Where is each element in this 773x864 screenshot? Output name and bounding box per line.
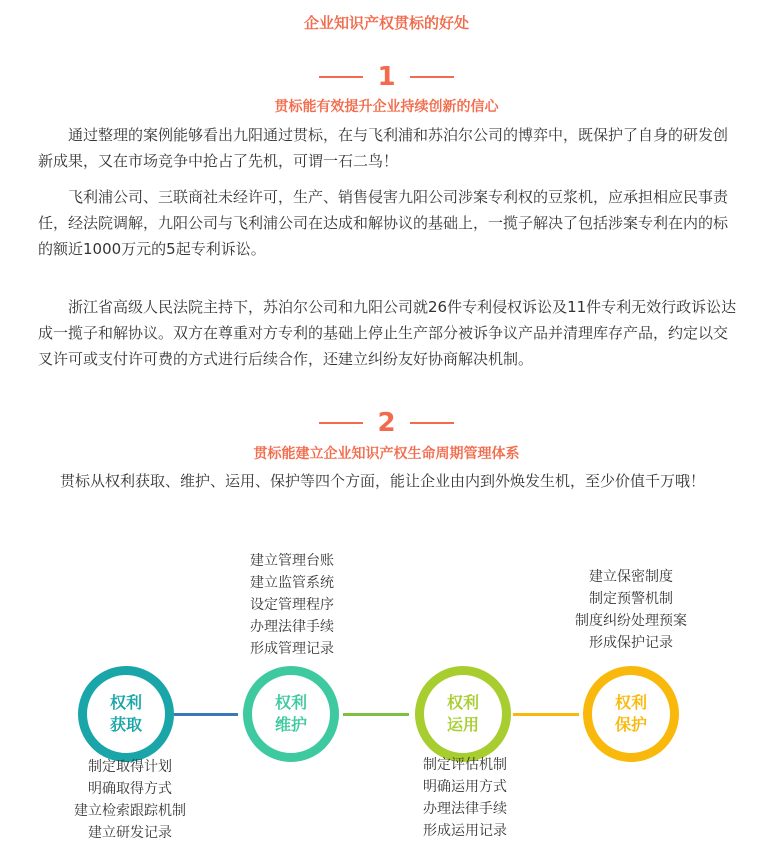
stage-protect-items (556, 566, 706, 654)
stage-label: 权利保护 (614, 693, 647, 734)
paragraph: 贯标从权利获取、维护、运用、保护等四个方面，能让企业由内到外焕发生机，至少价值千万哦！ (60, 472, 706, 490)
stage-label: 权利维护 (274, 693, 307, 734)
connector-line (343, 713, 409, 716)
list-item: 制定评估机制 (423, 757, 507, 773)
list-item: 明确运用方式 (423, 779, 507, 795)
divider (319, 76, 363, 78)
page-title: 企业知识产权贯标的好处 (303, 14, 469, 32)
paragraph: 浙江省高级人民法院主持下，苏泊尔公司和九阳公司就26件专利侵权诉讼及11件专利无效行政诉讼达成一揽子和解协议。双方在尊重对方专利的基础上停止生产部分被诉争议产品并清理库存产品，约定以交叉许可或支付许可费的方式进行后续合作，还建立纠纷友好协商解决机制。 (38, 298, 737, 368)
list-item: 制定预警机制 (589, 591, 673, 607)
list-item: 明确取得方式 (88, 781, 172, 797)
list-item: 建立监管系统 (250, 575, 334, 591)
connector-line (174, 713, 238, 716)
list-item: 建立研发记录 (88, 825, 172, 841)
divider (319, 422, 363, 424)
connector-line (513, 713, 579, 716)
divider (410, 76, 454, 78)
list-item: 建立检索跟踪机制 (74, 803, 186, 819)
list-item: 形成管理记录 (250, 641, 334, 657)
list-item: 形成保护记录 (589, 635, 673, 651)
stage-use-circle (415, 666, 511, 762)
list-item: 制度纠纷处理预案 (575, 613, 687, 629)
list-item: 制定取得计划 (88, 759, 172, 775)
list-item: 设定管理程序 (250, 597, 334, 613)
stage-acquire-circle (78, 666, 174, 762)
stage-label: 权利获取 (109, 693, 142, 734)
paragraph: 通过整理的案例能够看出九阳通过贯标，在与飞利浦和苏泊尔公司的博弈中，既保护了自身的研发创新成果，又在市场竞争中抢占了先机，可谓一石二鸟！ (38, 126, 729, 170)
list-item: 建立保密制度 (589, 569, 673, 585)
list-item: 办理法律手续 (250, 619, 334, 635)
stage-use-items (395, 754, 535, 842)
section-number: 2 (377, 408, 396, 438)
lifecycle-diagram (0, 540, 773, 864)
paragraph: 飞利浦公司、三联商社未经许可，生产、销售侵害九阳公司涉案专利权的豆浆机，应承担相应民事责任，经法院调解，九阳公司与飞利浦公司在达成和解协议的基础上，一揽子解决了包括涉案专利在内的标的额近1000万元的5起专利诉讼。 (38, 188, 729, 258)
section-1-number (0, 62, 773, 92)
stage-label: 权利运用 (446, 693, 479, 734)
stage-protect-circle (583, 666, 679, 762)
divider (410, 422, 454, 424)
list-item: 办理法律手续 (423, 801, 507, 817)
list-item: 形成运用记录 (423, 823, 507, 839)
section-number: 1 (377, 62, 396, 92)
list-item: 建立管理台账 (250, 553, 334, 569)
stage-maintain-items (222, 550, 362, 660)
stage-acquire-items (50, 756, 210, 844)
section-1-heading: 贯标能有效提升企业持续创新的信心 (274, 99, 499, 115)
section-2-number (0, 408, 773, 438)
stage-maintain-circle (243, 666, 339, 762)
section-2-heading: 贯标能建立企业知识产权生命周期管理体系 (253, 446, 520, 462)
